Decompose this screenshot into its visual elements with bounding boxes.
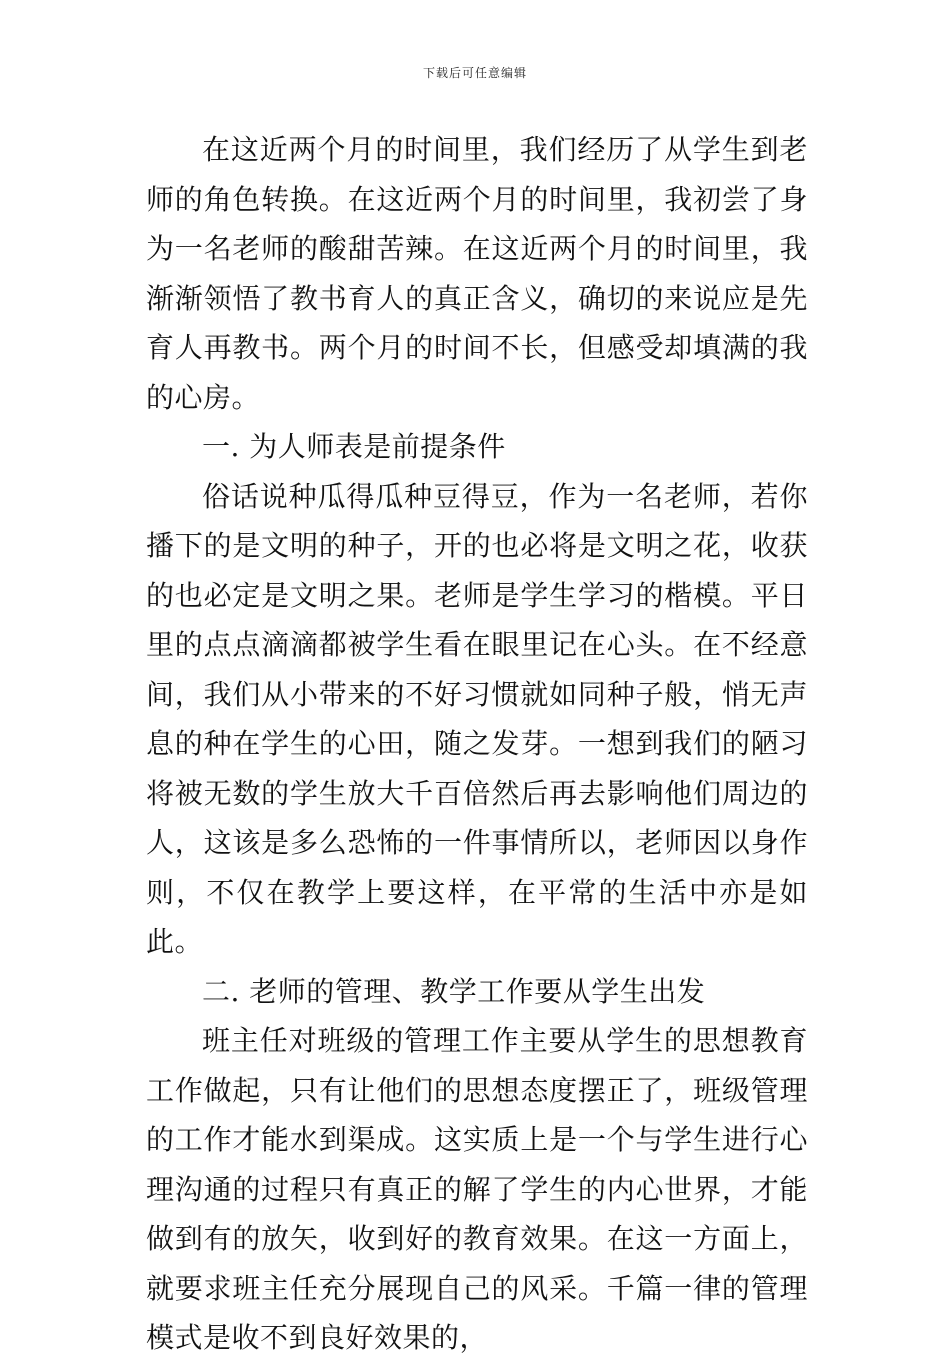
paragraph-section-1: 俗话说种瓜得瓜种豆得豆，作为一名老师，若你播下的是文明的种子，开的也必将是文明之花，收获的也必定是文明之果。老师是学生学习的楷模。平日里的点点滴滴都被学生看在眼里记在心头。在不经意间，我们从小带来的不好习惯就如同种子般，悄无声息的种在学生的心田，随之发芽。一想到我们的陋习将被无数的学生放大千百倍然后再去影响他们周边的人，这该是多么恐怖的一件事情所以，老师因以身作则，不仅在教学上要这样，在平常的生活中亦是如此。 xyxy=(146,479,808,958)
header-note: 下载后可任意编辑 xyxy=(422,66,527,80)
section-heading-2: 二. 老师的管理、教学工作要从学生出发 xyxy=(202,974,706,1008)
paragraph-intro: 在这近两个月的时间里，我们经历了从学生到老师的角色转换。在这近两个月的时间里，我初尝了身为一名老师的酸甜苦辣。在这近两个月的时间里，我渐渐领悟了教书育人的真正含义，确切的来说应是先育人再教书。两个月的时间不长，但感受却填满的我的心房。 xyxy=(146,133,808,414)
paragraph-section-2: 班主任对班级的管理工作主要从学生的思想教育工作做起，只有让他们的思想态度摆正了，班级管理的工作才能水到渠成。这实质上是一个与学生进行心理沟通的过程只有真正的解了学生的内心世界，才能做到有的放矢，收到好的教育效果。在这一方面上，就要求班主任充分展现自己的风采。千篇一律的管理模式是收不到良好效果的， xyxy=(146,1024,808,1354)
section-heading-1: 一. 为人师表是前提条件 xyxy=(202,430,506,463)
document-body xyxy=(146,125,808,1363)
